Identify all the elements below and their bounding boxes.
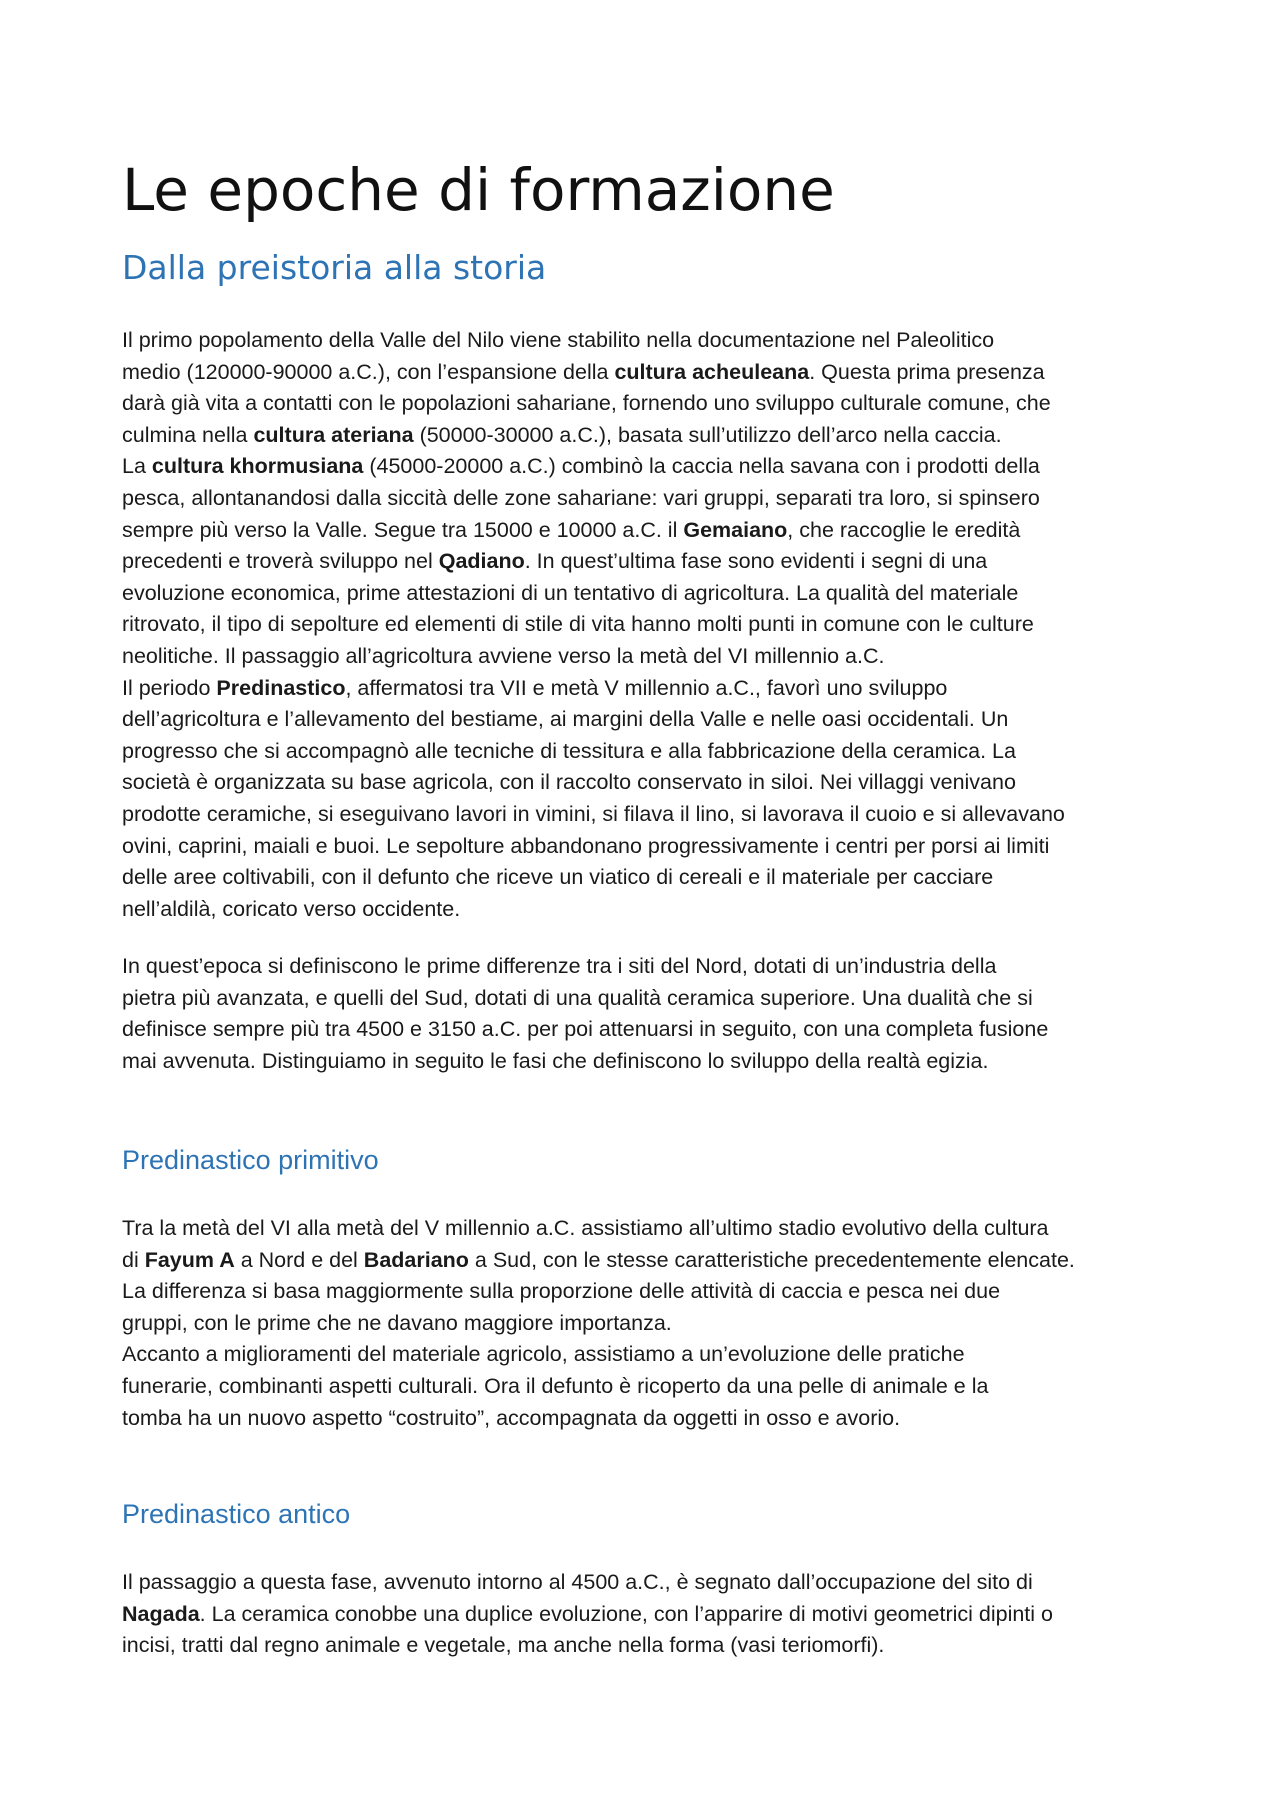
text-run: dell’agricoltura e l’allevamento del bestiame, ai margini della Valle e nelle oasi occidentali. Un	[122, 707, 1009, 732]
text-line	[122, 1245, 1182, 1277]
text-run: ovini, caprini, maiali e buoi. Le sepolture abbandonano progressivamente i centri per porsi ai limiti	[122, 833, 1050, 858]
section-heading-predinastico-primitivo: Predinastico primitivo	[122, 1145, 379, 1175]
text-line	[122, 483, 1182, 515]
text-line	[122, 894, 1182, 926]
text-line	[122, 831, 1182, 863]
bold-term: Qadiano	[438, 549, 525, 574]
text-run: Il periodo	[122, 675, 217, 700]
text-run: , affermatosi tra VII e metà V millennio a.C., favorì uno sviluppo	[345, 675, 948, 700]
text-run: darà già vita a contatti con le popolazioni sahariane, fornendo uno sviluppo culturale comune, che	[122, 391, 1051, 416]
text-run: neolitiche. Il passaggio all’agricoltura avviene verso la metà del VI millennio a.C.	[122, 643, 885, 668]
text-run: funerarie, combinanti aspetti culturali. Ora il defunto è ricoperto da una pelle di animale e la	[122, 1373, 989, 1398]
text-line	[122, 1213, 1182, 1245]
text-line	[122, 1308, 1182, 1340]
text-line	[122, 862, 1182, 894]
text-line	[122, 1046, 1182, 1078]
text-run: delle aree coltivabili, con il defunto che riceve un viatico di cereali e il materiale per cacciare	[122, 865, 994, 890]
text-line	[122, 641, 1182, 673]
text-line	[122, 1014, 1182, 1046]
text-line	[122, 799, 1182, 831]
bold-term: cultura ateriana	[253, 422, 414, 447]
bold-term: Predinastico	[216, 675, 346, 700]
text-run: In quest’epoca si definiscono le prime differenze tra i siti del Nord, dotati di un’industria della	[122, 954, 997, 978]
text-line	[122, 515, 1182, 547]
bold-term: Badariano	[363, 1247, 469, 1272]
text-run: Accanto a miglioramenti del materiale agricolo, assistiamo a un’evoluzione delle pratiche	[122, 1342, 965, 1367]
text-run: culmina nella	[122, 422, 254, 447]
bold-term: Gemaiano	[683, 517, 788, 542]
text-run: mai avvenuta. Distinguiamo in seguito le fasi che definiscono lo sviluppo della realtà egizia.	[122, 1048, 989, 1073]
text-run: precedenti e troverà sviluppo nel	[122, 549, 439, 574]
bold-term: cultura khormusiana	[151, 454, 364, 479]
text-run: di	[122, 1247, 145, 1272]
text-run: tomba ha un nuovo aspetto “costruito”, accompagnata da oggetti in osso e avorio.	[122, 1405, 901, 1430]
text-line	[122, 357, 1182, 389]
text-run: . In quest’ultima fase sono evidenti i segni di una	[524, 549, 988, 574]
text-run: Il primo popolamento della Valle del Nilo viene stabilito nella documentazione nel Paleolitico	[122, 328, 995, 352]
text-run: definisce sempre più tra 4500 e 3150 a.C. per poi attenuarsi in seguito, con una completa fusione	[122, 1017, 1049, 1042]
text-line	[122, 325, 1182, 357]
predinastico-primitivo-paragraph	[122, 1213, 1182, 1434]
text-run: (45000-20000 a.C.) combinò la caccia nella savana con i prodotti della	[363, 454, 1040, 479]
text-run: progresso che si accompagnò alle tecniche di tessitura e alla fabbricazione della ceramica. La	[122, 738, 1016, 763]
text-line	[122, 1276, 1182, 1308]
text-run: Tra la metà del VI alla metà del V millennio a.C. assistiamo all’ultimo stadio evolutivo della cultura	[122, 1216, 1049, 1240]
bold-term: Fayum A	[144, 1247, 235, 1272]
intro-paragraph-1	[122, 325, 1182, 925]
text-run: La	[122, 454, 152, 479]
text-line	[122, 1339, 1182, 1371]
text-run: incisi, tratti dal regno animale e vegetale, ma anche nella forma (vasi teriomorfi).	[122, 1633, 885, 1658]
bold-term: Nagada	[122, 1601, 200, 1626]
text-run: a Sud, con le stesse caratteristiche precedentemente elencate.	[468, 1247, 1075, 1272]
text-line	[122, 388, 1182, 420]
text-line	[122, 767, 1182, 799]
text-line	[122, 1630, 1182, 1662]
text-line	[122, 546, 1182, 578]
section-heading-predinastico-antico: Predinastico antico	[122, 1499, 351, 1529]
text-line	[122, 578, 1182, 610]
text-line	[122, 420, 1182, 452]
text-line	[122, 951, 1182, 983]
text-line	[122, 1371, 1182, 1403]
text-run: pesca, allontanandosi dalla siccità delle zone sahariane: vari gruppi, separati tra loro, si spinsero	[122, 485, 1040, 510]
text-run: (50000-30000 a.C.), basata sull’utilizzo dell’arco nella caccia.	[413, 422, 1002, 447]
page-subtitle: Dalla preistoria alla storia	[122, 248, 547, 287]
predinastico-antico-paragraph	[122, 1567, 1182, 1662]
text-line	[122, 609, 1182, 641]
text-run: gruppi, con le prime che ne davano maggiore importanza.	[122, 1310, 672, 1335]
text-line	[122, 451, 1182, 483]
text-run: pietra più avanzata, e quelli del Sud, dotati di una qualità ceramica superiore. Una dualità che si	[122, 985, 1033, 1010]
text-run: La differenza si basa maggiormente sulla proporzione delle attività di caccia e pesca nei due	[122, 1279, 1001, 1304]
text-line	[122, 736, 1182, 768]
text-run: , che raccoglie le eredità	[787, 517, 1021, 542]
text-run: società è organizzata su base agricola, con il raccolto conservato in siloi. Nei villaggi venivano	[122, 770, 1016, 795]
page-title: Le epoche di formazione	[122, 156, 835, 224]
text-line	[122, 1599, 1182, 1631]
bold-term: cultura acheuleana	[614, 359, 810, 384]
text-line	[122, 1403, 1182, 1435]
text-line	[122, 983, 1182, 1015]
text-run: ritrovato, il tipo di sepolture ed elementi di stile di vita hanno molti punti in comune con le culture	[122, 612, 1034, 637]
text-run: . La ceramica conobbe una duplice evoluzione, con l’apparire di motivi geometrici dipinti o	[199, 1601, 1053, 1626]
text-run: medio (120000-90000 a.C.), con l’espansione della	[122, 359, 615, 384]
intro-paragraph-2	[122, 951, 1182, 1077]
text-run: Il passaggio a questa fase, avvenuto intorno al 4500 a.C., è segnato dall’occupazione del sito di	[122, 1570, 1033, 1594]
text-line	[122, 1567, 1182, 1599]
text-run: prodotte ceramiche, si eseguivano lavori in vimini, si filava il lino, si lavorava il cuoio e si allevavano	[122, 801, 1065, 826]
text-run: . Questa prima presenza	[809, 359, 1045, 384]
text-run: nell’aldilà, coricato verso occidente.	[122, 896, 461, 921]
text-line	[122, 673, 1182, 705]
text-run: a Nord e del	[234, 1247, 364, 1272]
text-run: evoluzione economica, prime attestazioni di un tentativo di agricoltura. La qualità del materiale	[122, 580, 1019, 605]
text-line	[122, 704, 1182, 736]
text-run: sempre più verso la Valle. Segue tra 15000 e 10000 a.C. il	[122, 517, 684, 542]
